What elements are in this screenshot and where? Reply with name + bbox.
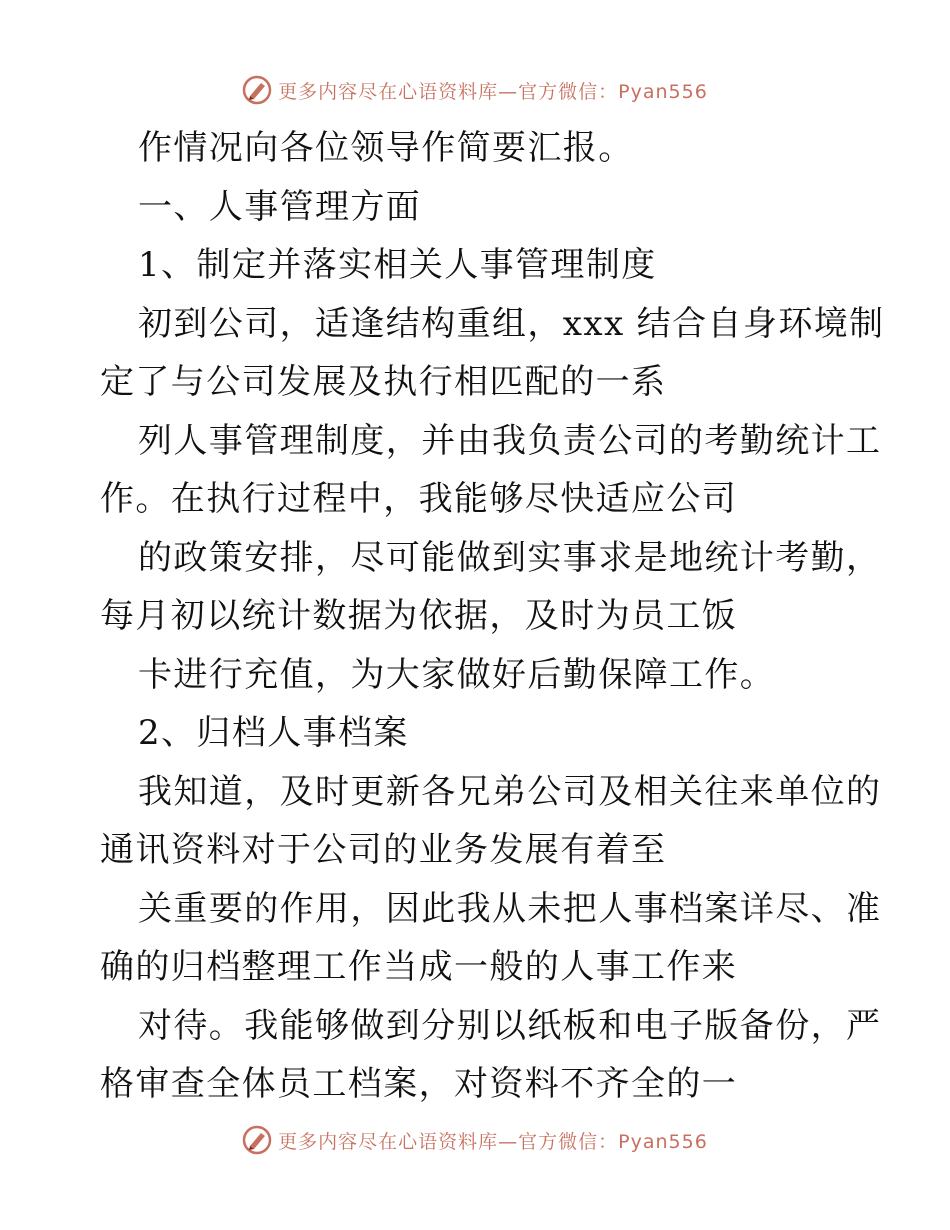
text-line: 作情况向各位领导作简要汇报。: [138, 128, 634, 168]
header-watermark: [0, 70, 950, 110]
text-line: 初到公司，适逢结构重组，xxx 结合自身环境制: [138, 303, 885, 344]
text-line: 关重要的作用，因此我从未把人事档案详尽、准: [138, 888, 882, 929]
pen-logo-icon: [242, 75, 272, 105]
document-body: [100, 119, 885, 1114]
text-line: 对待。我能够做到分别以纸板和电子版备份，严: [138, 1005, 882, 1046]
text-line: 定了与公司发展及执行相匹配的一系: [100, 362, 667, 402]
subsection-heading: 1、制定并落实相关人事管理制度: [138, 245, 657, 285]
pen-logo-icon: [242, 1125, 272, 1155]
text-line: 通讯资料对于公司的业务发展有着至: [100, 830, 667, 870]
text-line: 作。在执行过程中，我能够尽快适应公司: [100, 479, 738, 519]
subsection-heading: 2、归档人事档案: [138, 713, 409, 753]
text-line: 每月初以统计数据为依据，及时为员工饭: [100, 596, 738, 636]
text-line: 的政策安排，尽可能做到实事求是地统计考勤，: [138, 537, 882, 578]
footer-watermark: [0, 1120, 950, 1160]
text-line: 列人事管理制度，并由我负责公司的考勤统计工: [138, 420, 882, 461]
text-line: 我知道，及时更新各兄弟公司及相关往来单位的: [138, 771, 882, 812]
watermark-text: 更多内容尽在心语资料库—官方微信：Pyan556: [278, 1130, 708, 1153]
section-heading: 一、人事管理方面: [138, 186, 422, 227]
text-line: 格审查全体员工档案，对资料不齐全的一: [100, 1064, 738, 1104]
text-line: 确的归档整理工作当成一般的人事工作来: [100, 947, 738, 987]
text-line: 卡进行充值，为大家做好后勤保障工作。: [138, 654, 776, 695]
watermark-text: 更多内容尽在心语资料库—官方微信：Pyan556: [278, 80, 708, 103]
